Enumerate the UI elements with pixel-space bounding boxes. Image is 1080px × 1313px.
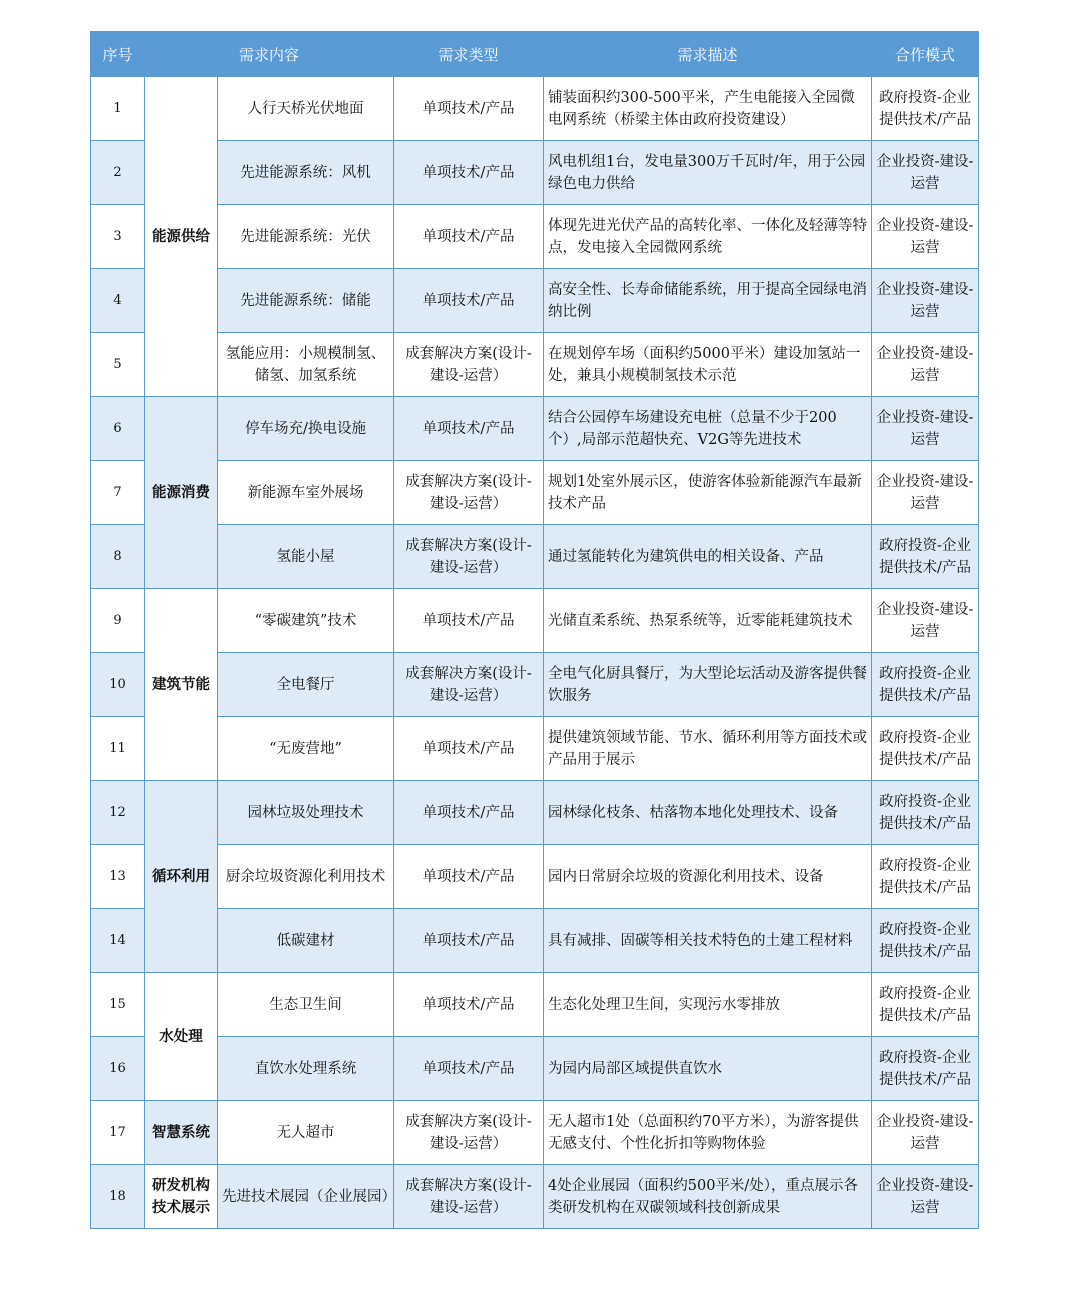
- cooperation-mode: 企业投资-建设-运营: [872, 333, 979, 397]
- cooperation-mode: 企业投资-建设-运营: [872, 589, 979, 653]
- requirement-type: 单项技术/产品: [394, 909, 544, 973]
- table-row: [91, 909, 979, 973]
- cooperation-mode: 政府投资-企业提供技术/产品: [872, 973, 979, 1037]
- requirement-description: 体现先进光伏产品的高转化率、一体化及轻薄等特点，发电接入全园微网系统: [544, 205, 872, 269]
- requirement-type: 单项技术/产品: [394, 141, 544, 205]
- row-number: 4: [91, 269, 145, 333]
- requirement-description: 为园内局部区域提供直饮水: [544, 1037, 872, 1101]
- table-row: [91, 1165, 979, 1229]
- requirement-type: 成套解决方案(设计-建设-运营）: [394, 653, 544, 717]
- requirement-content: 先进能源系统：风机: [218, 141, 394, 205]
- requirement-type: 成套解决方案(设计-建设-运营）: [394, 1101, 544, 1165]
- header-content: 需求内容: [145, 32, 394, 77]
- category-cell: 建筑节能: [145, 589, 218, 781]
- row-number: 9: [91, 589, 145, 653]
- cooperation-mode: 政府投资-企业提供技术/产品: [872, 845, 979, 909]
- row-number: 8: [91, 525, 145, 589]
- requirement-description: 园林绿化枝条、枯落物本地化处理技术、设备: [544, 781, 872, 845]
- requirement-type: 成套解决方案(设计-建设-运营）: [394, 1165, 544, 1229]
- row-number: 14: [91, 909, 145, 973]
- row-number: 18: [91, 1165, 145, 1229]
- requirement-type: 单项技术/产品: [394, 589, 544, 653]
- table-row: [91, 461, 979, 525]
- row-number: 15: [91, 973, 145, 1037]
- requirement-content: 先进技术展园（企业展园）: [218, 1165, 394, 1229]
- table-row: [91, 1037, 979, 1101]
- header-number: 序号: [91, 32, 145, 77]
- table-row: [91, 1101, 979, 1165]
- category-cell: 能源供给: [145, 77, 218, 397]
- cooperation-mode: 企业投资-建设-运营: [872, 141, 979, 205]
- row-number: 7: [91, 461, 145, 525]
- category-cell: 水处理: [145, 973, 218, 1101]
- table-row: [91, 141, 979, 205]
- row-number: 13: [91, 845, 145, 909]
- requirement-type: 单项技术/产品: [394, 397, 544, 461]
- requirement-description: 铺装面积约300-500平米，产生电能接入全园微电网系统（桥梁主体由政府投资建设）: [544, 77, 872, 141]
- requirement-content: 人行天桥光伏地面: [218, 77, 394, 141]
- table-row: [91, 781, 979, 845]
- requirement-type: 单项技术/产品: [394, 973, 544, 1037]
- requirement-type: 成套解决方案(设计-建设-运营）: [394, 333, 544, 397]
- table-row: [91, 333, 979, 397]
- requirement-content: 园林垃圾处理技术: [218, 781, 394, 845]
- table-row: [91, 973, 979, 1037]
- requirement-content: 无人超市: [218, 1101, 394, 1165]
- table-row: [91, 397, 979, 461]
- requirement-description: 通过氢能转化为建筑供电的相关设备、产品: [544, 525, 872, 589]
- requirement-content: 全电餐厅: [218, 653, 394, 717]
- requirement-description: 提供建筑领域节能、节水、循环利用等方面技术或产品用于展示: [544, 717, 872, 781]
- cooperation-mode: 政府投资-企业提供技术/产品: [872, 1037, 979, 1101]
- requirement-type: 单项技术/产品: [394, 845, 544, 909]
- requirement-type: 单项技术/产品: [394, 781, 544, 845]
- requirement-description: 光储直柔系统、热泵系统等，近零能耗建筑技术: [544, 589, 872, 653]
- row-number: 16: [91, 1037, 145, 1101]
- requirement-type: 成套解决方案(设计-建设-运营）: [394, 525, 544, 589]
- row-number: 1: [91, 77, 145, 141]
- row-number: 2: [91, 141, 145, 205]
- row-number: 11: [91, 717, 145, 781]
- requirement-description: 无人超市1处（总面积约70平方米），为游客提供无感支付、个性化折扣等购物体验: [544, 1101, 872, 1165]
- cooperation-mode: 企业投资-建设-运营: [872, 397, 979, 461]
- table-row: [91, 77, 979, 141]
- requirement-description: 风电机组1台，发电量300万千瓦时/年，用于公园绿色电力供给: [544, 141, 872, 205]
- header-row: [91, 32, 979, 77]
- cooperation-mode: 企业投资-建设-运营: [872, 269, 979, 333]
- requirement-content: “零碳建筑”技术: [218, 589, 394, 653]
- requirement-description: 具有减排、固碳等相关技术特色的土建工程材料: [544, 909, 872, 973]
- table-row: [91, 845, 979, 909]
- row-number: 17: [91, 1101, 145, 1165]
- table-row: [91, 717, 979, 781]
- requirements-table: [90, 31, 979, 1229]
- category-cell: 循环利用: [145, 781, 218, 973]
- cooperation-mode: 企业投资-建设-运营: [872, 1101, 979, 1165]
- category-cell: 能源消费: [145, 397, 218, 589]
- row-number: 12: [91, 781, 145, 845]
- requirement-type: 单项技术/产品: [394, 269, 544, 333]
- requirement-content: 生态卫生间: [218, 973, 394, 1037]
- requirement-content: 氢能应用：小规模制氢、储氢、加氢系统: [218, 333, 394, 397]
- requirement-content: 新能源车室外展场: [218, 461, 394, 525]
- requirement-type: 单项技术/产品: [394, 77, 544, 141]
- cooperation-mode: 企业投资-建设-运营: [872, 205, 979, 269]
- requirement-content: 氢能小屋: [218, 525, 394, 589]
- cooperation-mode: 政府投资-企业提供技术/产品: [872, 781, 979, 845]
- category-cell: 智慧系统: [145, 1101, 218, 1165]
- requirement-description: 在规划停车场（面积约5000平米）建设加氢站一处，兼具小规模制氢技术示范: [544, 333, 872, 397]
- row-number: 3: [91, 205, 145, 269]
- requirement-description: 4处企业展园（面积约500平米/处），重点展示各类研发机构在双碳领域科技创新成果: [544, 1165, 872, 1229]
- category-cell: 研发机构技术展示: [145, 1165, 218, 1229]
- requirement-type: 成套解决方案(设计-建设-运营）: [394, 461, 544, 525]
- row-number: 10: [91, 653, 145, 717]
- table-row: [91, 589, 979, 653]
- header-mode: 合作模式: [872, 32, 979, 77]
- table-row: [91, 525, 979, 589]
- cooperation-mode: 政府投资-企业提供技术/产品: [872, 653, 979, 717]
- cooperation-mode: 企业投资-建设-运营: [872, 461, 979, 525]
- requirement-content: 停车场充/换电设施: [218, 397, 394, 461]
- requirement-description: 高安全性、长寿命储能系统，用于提高全园绿电消纳比例: [544, 269, 872, 333]
- requirement-description: 生态化处理卫生间，实现污水零排放: [544, 973, 872, 1037]
- cooperation-mode: 政府投资-企业提供技术/产品: [872, 717, 979, 781]
- table-row: [91, 205, 979, 269]
- requirement-description: 结合公园停车场建设充电桩（总量不少于200个）,局部示范超快充、V2G等先进技术: [544, 397, 872, 461]
- requirement-type: 单项技术/产品: [394, 1037, 544, 1101]
- requirement-type: 单项技术/产品: [394, 717, 544, 781]
- cooperation-mode: 政府投资-企业提供技术/产品: [872, 77, 979, 141]
- header-type: 需求类型: [394, 32, 544, 77]
- row-number: 6: [91, 397, 145, 461]
- requirement-content: 直饮水处理系统: [218, 1037, 394, 1101]
- requirement-content: 先进能源系统：光伏: [218, 205, 394, 269]
- requirement-content: 先进能源系统：储能: [218, 269, 394, 333]
- cooperation-mode: 政府投资-企业提供技术/产品: [872, 525, 979, 589]
- table-row: [91, 653, 979, 717]
- cooperation-mode: 政府投资-企业提供技术/产品: [872, 909, 979, 973]
- requirement-content: “无废营地”: [218, 717, 394, 781]
- requirement-type: 单项技术/产品: [394, 205, 544, 269]
- row-number: 5: [91, 333, 145, 397]
- cooperation-mode: 企业投资-建设-运营: [872, 1165, 979, 1229]
- requirement-content: 低碳建材: [218, 909, 394, 973]
- requirement-description: 园内日常厨余垃圾的资源化利用技术、设备: [544, 845, 872, 909]
- requirement-description: 全电气化厨具餐厅，为大型论坛活动及游客提供餐饮服务: [544, 653, 872, 717]
- header-description: 需求描述: [544, 32, 872, 77]
- table-row: [91, 269, 979, 333]
- requirement-description: 规划1处室外展示区，使游客体验新能源汽车最新技术产品: [544, 461, 872, 525]
- requirement-content: 厨余垃圾资源化利用技术: [218, 845, 394, 909]
